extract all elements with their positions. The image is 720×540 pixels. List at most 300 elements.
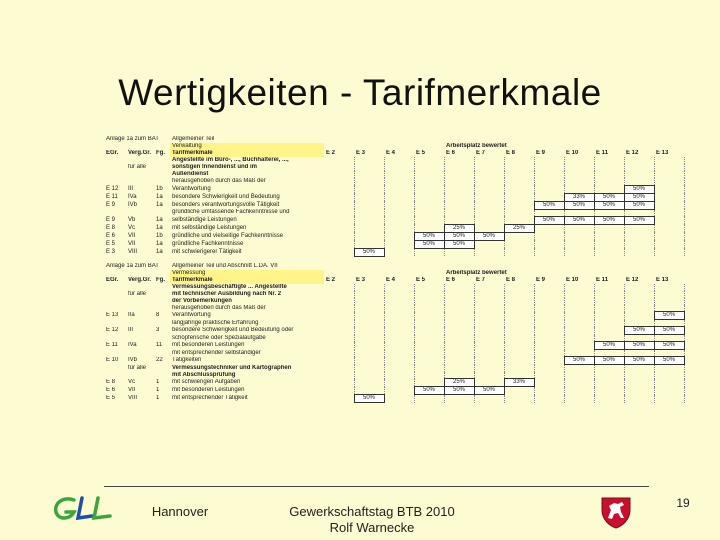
grade-cell xyxy=(504,305,534,312)
percent-cell: 50% xyxy=(594,342,624,350)
percent-cell: 25% xyxy=(444,224,474,232)
verg-cell: für alle xyxy=(128,290,147,297)
grade-cell xyxy=(654,178,684,185)
percent-cell: 50% xyxy=(444,232,474,240)
merkmal-cell: gründliche umfassende Fachkenntnisse und xyxy=(172,209,290,215)
grade-cell xyxy=(474,248,504,256)
grade-cell xyxy=(414,185,444,193)
grade-cell xyxy=(324,164,354,171)
fg-cell: 1a xyxy=(156,240,163,247)
egr-cell: E 6 xyxy=(106,387,116,393)
tariff-table xyxy=(104,136,685,257)
grade-cell xyxy=(654,379,684,387)
grade-cell xyxy=(324,248,354,256)
grade-header: E 5 xyxy=(416,150,426,156)
grade-cell xyxy=(474,240,504,248)
grade-cell xyxy=(414,284,444,291)
grade-cell xyxy=(594,372,624,379)
grade-cell xyxy=(534,240,564,248)
tariff-sheet xyxy=(104,136,676,403)
grade-cell xyxy=(594,291,624,298)
grade-cell xyxy=(654,216,684,224)
grade-header: E 12 xyxy=(626,276,639,283)
grade-cell xyxy=(594,395,624,403)
grade-cell xyxy=(354,171,384,178)
grade-cell xyxy=(444,335,474,342)
fg-cell xyxy=(154,350,170,357)
grade-header: E 3 xyxy=(356,150,366,156)
grade-cell xyxy=(564,335,594,342)
grade-cell xyxy=(654,185,684,193)
verg-cell xyxy=(126,298,154,305)
grade-cell xyxy=(534,357,564,365)
grade-cell xyxy=(354,185,384,193)
grade-cell xyxy=(564,178,594,185)
grade-cell xyxy=(474,395,504,403)
merkmal-cell: besondere Schwierigkeit und Bedeutung oder xyxy=(172,327,294,333)
grade-header: E 11 xyxy=(596,276,609,283)
grade-cell xyxy=(384,379,414,387)
footer-author: Rolf Warnecke xyxy=(329,520,415,535)
grade-cell xyxy=(534,185,564,193)
anlage-label: Anlage 1a zum BAT xyxy=(106,136,159,142)
grade-cell xyxy=(414,395,444,403)
grade-cell xyxy=(414,342,444,350)
table-row xyxy=(104,136,684,143)
grade-cell xyxy=(414,320,444,327)
gll-logo-icon xyxy=(52,494,122,524)
grade-cell xyxy=(504,232,534,240)
grade-cell xyxy=(324,171,354,178)
grade-cell xyxy=(534,350,564,357)
table-row xyxy=(104,209,684,216)
grade-cell xyxy=(384,240,414,248)
table-row xyxy=(104,216,684,224)
grade-cell xyxy=(354,178,384,185)
verg-cell: VIII xyxy=(128,395,138,401)
grade-cell xyxy=(414,327,444,335)
table-row xyxy=(104,232,684,240)
grade-cell xyxy=(474,372,504,379)
grade-cell xyxy=(534,298,564,305)
grade-cell xyxy=(354,164,384,171)
verg-cell xyxy=(126,157,154,164)
grade-cell xyxy=(534,327,564,335)
grade-cell xyxy=(504,357,534,365)
egr-cell: E 8 xyxy=(106,224,116,231)
egr-cell xyxy=(104,178,126,185)
merkmal-cell: Vermessungstechniker und Kartographen xyxy=(172,364,292,371)
grade-cell xyxy=(504,178,534,185)
egr-cell xyxy=(104,320,126,327)
percent-cell: 25% xyxy=(444,379,474,387)
grade-cell xyxy=(654,395,684,403)
egr-cell xyxy=(104,365,126,372)
fg-cell: 1a xyxy=(156,201,163,208)
grade-cell xyxy=(654,335,684,342)
grade-cell xyxy=(624,291,654,298)
grade-cell xyxy=(534,372,564,379)
verg-cell xyxy=(126,284,154,291)
grade-cell xyxy=(624,305,654,312)
grade-cell xyxy=(324,232,354,240)
grade-cell xyxy=(384,335,414,342)
grade-cell xyxy=(444,305,474,312)
table-header-row xyxy=(104,150,684,157)
grade-cell xyxy=(504,157,534,164)
grade-cell xyxy=(504,372,534,379)
column-header: Fg. xyxy=(156,276,165,283)
grade-cell xyxy=(624,350,654,357)
percent-cell: 50% xyxy=(594,216,624,224)
grade-cell xyxy=(594,312,624,320)
grade-cell xyxy=(474,327,504,335)
grade-cell xyxy=(654,350,684,357)
grade-cell xyxy=(534,248,564,256)
egr-cell: E 5 xyxy=(106,395,116,401)
verg-cell xyxy=(126,178,154,185)
percent-cell: 50% xyxy=(414,240,444,248)
footer-event: Gewerkschaftstag BTB 2010 xyxy=(289,504,455,519)
percent-cell: 50% xyxy=(564,201,594,209)
fg-cell: 3 xyxy=(156,327,160,333)
grade-cell xyxy=(354,305,384,312)
egr-cell xyxy=(104,350,126,357)
egr-cell xyxy=(104,298,126,305)
grade-cell xyxy=(654,248,684,256)
egr-cell xyxy=(104,284,126,291)
grade-cell xyxy=(474,284,504,291)
grade-cell xyxy=(534,312,564,320)
grade-cell xyxy=(504,284,534,291)
percent-cell: 50% xyxy=(594,193,624,201)
merkmal-cell: selbständige Leistungen xyxy=(172,216,237,223)
fg-cell xyxy=(154,157,170,164)
grade-cell xyxy=(654,298,684,305)
grade-cell xyxy=(654,240,684,248)
grade-cell xyxy=(564,298,594,305)
grade-cell xyxy=(354,357,384,365)
grade-cell xyxy=(654,305,684,312)
grade-cell xyxy=(624,395,654,403)
grade-cell xyxy=(654,209,684,216)
grade-cell xyxy=(594,284,624,291)
grade-cell xyxy=(324,216,354,224)
percent-cell: 33% xyxy=(504,379,534,387)
grade-cell xyxy=(414,164,444,171)
page-number: 19 xyxy=(676,496,690,510)
fg-cell xyxy=(154,178,170,185)
grade-cell xyxy=(474,312,504,320)
grade-cell xyxy=(594,335,624,342)
grade-cell xyxy=(504,350,534,357)
percent-cell: 50% xyxy=(414,387,444,395)
fg-cell xyxy=(154,305,170,312)
table-row xyxy=(104,335,684,342)
grade-cell xyxy=(414,216,444,224)
fg-cell: 1b xyxy=(156,185,163,192)
grade-cell xyxy=(534,342,564,350)
grade-cell xyxy=(444,248,474,256)
grade-cell xyxy=(534,164,564,171)
verg-cell xyxy=(126,305,154,312)
grade-cell xyxy=(324,327,354,335)
grade-cell xyxy=(384,209,414,216)
fg-cell: 1a xyxy=(156,248,163,255)
merkmal-cell: herausgehoben durch das Maß der xyxy=(172,304,266,311)
grade-cell xyxy=(594,157,624,164)
grade-cell xyxy=(384,342,414,350)
grade-cell xyxy=(474,320,504,327)
grade-cell xyxy=(324,284,354,291)
grade-cell xyxy=(534,379,564,387)
percent-cell: 50% xyxy=(564,357,594,365)
grade-cell xyxy=(594,232,624,240)
fg-cell: 1a xyxy=(156,193,163,200)
grade-header: E 10 xyxy=(566,150,579,156)
grade-cell xyxy=(534,178,564,185)
column-header: EGr. xyxy=(106,276,119,283)
grade-cell xyxy=(564,284,594,291)
merkmal-cell: Verantwortung xyxy=(172,312,211,318)
fg-cell: 1a xyxy=(156,224,163,231)
grade-header: E 13 xyxy=(656,276,669,283)
grade-cell xyxy=(444,185,474,193)
table-row xyxy=(104,379,684,387)
table-row xyxy=(104,291,684,298)
table-row xyxy=(104,224,684,232)
grade-cell xyxy=(324,201,354,209)
grade-cell xyxy=(654,387,684,395)
fg-cell xyxy=(154,320,170,327)
grade-cell xyxy=(654,157,684,164)
grade-cell xyxy=(504,216,534,224)
grade-cell xyxy=(324,320,354,327)
verg-cell xyxy=(126,209,154,216)
grade-cell xyxy=(654,365,684,372)
grade-cell xyxy=(534,284,564,291)
grade-cell xyxy=(504,201,534,209)
egr-cell: E 9 xyxy=(106,216,116,223)
grade-cell xyxy=(534,305,564,312)
grade-cell xyxy=(504,240,534,248)
table-row xyxy=(104,164,684,171)
egr-cell: E 13 xyxy=(106,312,119,318)
area-label: Verwaltung xyxy=(170,143,324,150)
table-row xyxy=(104,171,684,178)
grade-cell xyxy=(624,379,654,387)
grade-cell xyxy=(594,387,624,395)
grade-cell xyxy=(624,365,654,372)
grade-cell xyxy=(324,357,354,365)
egr-cell: E 8 xyxy=(106,379,116,385)
grade-cell xyxy=(414,350,444,357)
percent-cell: 50% xyxy=(474,387,504,395)
grade-header: E 8 xyxy=(506,150,516,156)
fg-cell: 8 xyxy=(156,312,160,318)
grade-cell xyxy=(354,232,384,240)
percent-cell: 50% xyxy=(354,395,384,403)
grade-cell xyxy=(384,224,414,232)
percent-cell: 50% xyxy=(594,357,624,365)
grade-cell xyxy=(474,224,504,232)
grade-cell xyxy=(354,387,384,395)
grade-header: E 4 xyxy=(386,276,396,283)
area-label: Vermessung xyxy=(170,270,324,277)
grade-cell xyxy=(384,248,414,256)
grade-cell xyxy=(414,201,444,209)
grade-cell xyxy=(414,357,444,365)
verg-cell: für alle xyxy=(128,364,147,371)
table-row xyxy=(104,201,684,209)
grade-cell xyxy=(324,365,354,372)
percent-cell: 50% xyxy=(624,327,654,335)
grade-cell xyxy=(594,379,624,387)
grade-cell xyxy=(564,395,594,403)
grade-cell xyxy=(624,240,654,248)
fg-cell xyxy=(154,365,170,372)
grade-cell xyxy=(624,232,654,240)
grade-cell xyxy=(324,312,354,320)
grade-cell xyxy=(474,185,504,193)
grade-cell xyxy=(384,305,414,312)
grade-cell xyxy=(564,248,594,256)
egr-cell xyxy=(104,171,126,178)
grade-cell xyxy=(534,365,564,372)
arbeitsplatz-label: Arbeitsplatz bewertet xyxy=(446,269,507,276)
table-row xyxy=(104,342,684,350)
grade-cell xyxy=(384,164,414,171)
table-cell xyxy=(104,143,170,150)
grade-cell xyxy=(624,387,654,395)
grade-cell xyxy=(594,224,624,232)
grade-cell xyxy=(474,342,504,350)
merkmal-cell: Angestellte im Büro-, ..., Buchhalterei, ..., xyxy=(172,157,289,163)
grade-cell xyxy=(324,178,354,185)
percent-cell: 50% xyxy=(654,327,684,335)
grade-cell xyxy=(534,291,564,298)
grade-header: E 10 xyxy=(566,276,579,283)
grade-cell xyxy=(384,284,414,291)
table-cell xyxy=(324,270,444,277)
grade-cell xyxy=(474,350,504,357)
grade-cell xyxy=(474,365,504,372)
table-cell xyxy=(324,136,684,143)
verg-cell: Vc xyxy=(128,379,136,385)
merkmal-cell: Außendienst xyxy=(172,171,209,177)
percent-cell: 25% xyxy=(504,224,534,232)
grade-cell xyxy=(444,216,474,224)
table-row xyxy=(104,263,684,270)
grade-cell xyxy=(624,157,654,164)
grade-cell xyxy=(504,209,534,216)
merkmal-cell: mit entsprechender Tätigkeit xyxy=(172,395,248,401)
grade-cell xyxy=(564,291,594,298)
grade-cell xyxy=(654,284,684,291)
percent-cell: 50% xyxy=(354,248,384,256)
grade-cell xyxy=(534,209,564,216)
grade-cell xyxy=(354,298,384,305)
column-header: Fg. xyxy=(156,150,165,156)
verg-cell: III xyxy=(128,327,134,333)
merkmal-cell: besonders verantwortungsvolle Tätigkeit xyxy=(172,201,280,208)
grade-cell xyxy=(624,209,654,216)
grade-cell xyxy=(624,372,654,379)
verg-cell: für alle xyxy=(128,164,147,170)
table-row xyxy=(104,143,684,150)
grade-cell xyxy=(594,365,624,372)
grade-cell xyxy=(354,379,384,387)
table-row xyxy=(104,305,684,312)
grade-cell xyxy=(564,209,594,216)
grade-cell xyxy=(444,193,474,201)
grade-cell xyxy=(624,171,654,178)
merkmal-cell: besondere Schwierigkeit und Bedeutung xyxy=(172,193,280,200)
lower-saxony-crest-icon xyxy=(596,494,636,530)
percent-cell: 50% xyxy=(624,342,654,350)
column-header: EGr. xyxy=(106,150,119,156)
merkmal-cell: gründliche und vielseitige Fachkenntnisse xyxy=(172,232,284,239)
merkmal-cell: mit technischer Ausbildung nach Nr. 2 xyxy=(172,290,282,297)
grade-cell xyxy=(414,379,444,387)
grade-cell xyxy=(324,298,354,305)
grade-cell xyxy=(444,209,474,216)
grade-cell xyxy=(624,298,654,305)
grade-cell xyxy=(324,350,354,357)
table-row xyxy=(104,320,684,327)
slide-title: Wertigkeiten - Tarifmerkmale xyxy=(118,72,602,113)
grade-cell xyxy=(444,372,474,379)
merkmal-cell: mit schwierigerer Tätigkeit xyxy=(172,248,242,255)
table-row xyxy=(104,395,684,403)
grade-cell xyxy=(324,240,354,248)
grade-cell xyxy=(654,291,684,298)
grade-cell xyxy=(414,298,444,305)
merkmal-cell: mit schwierigen Aufgaben xyxy=(172,379,241,385)
percent-cell: 50% xyxy=(624,357,654,365)
fg-cell: 1 xyxy=(156,379,160,385)
grade-cell xyxy=(474,216,504,224)
grade-cell xyxy=(594,248,624,256)
grade-cell xyxy=(384,201,414,209)
grade-cell xyxy=(384,298,414,305)
grade-cell xyxy=(564,372,594,379)
percent-cell: 50% xyxy=(624,193,654,201)
grade-cell xyxy=(354,312,384,320)
grade-cell xyxy=(594,298,624,305)
verg-cell: VII xyxy=(128,232,136,239)
grade-cell xyxy=(564,185,594,193)
grade-cell xyxy=(384,327,414,335)
grade-cell xyxy=(384,365,414,372)
verg-cell: IVa xyxy=(128,342,137,348)
merkmal-cell: gründliche Fachkenntnisse xyxy=(172,240,244,247)
grade-cell xyxy=(504,320,534,327)
table-row xyxy=(104,327,684,335)
grade-cell xyxy=(354,209,384,216)
verg-cell xyxy=(126,335,154,342)
fg-cell: 1b xyxy=(156,232,163,239)
grade-cell xyxy=(414,291,444,298)
grade-cell xyxy=(474,171,504,178)
grade-cell xyxy=(474,209,504,216)
percent-cell: 50% xyxy=(594,201,624,209)
column-header: Verg.Gr. xyxy=(128,150,152,156)
grade-cell xyxy=(444,178,474,185)
fg-cell xyxy=(154,209,170,216)
grade-cell xyxy=(414,178,444,185)
anlage-label: Anlage 1a zum BAT xyxy=(106,262,159,269)
